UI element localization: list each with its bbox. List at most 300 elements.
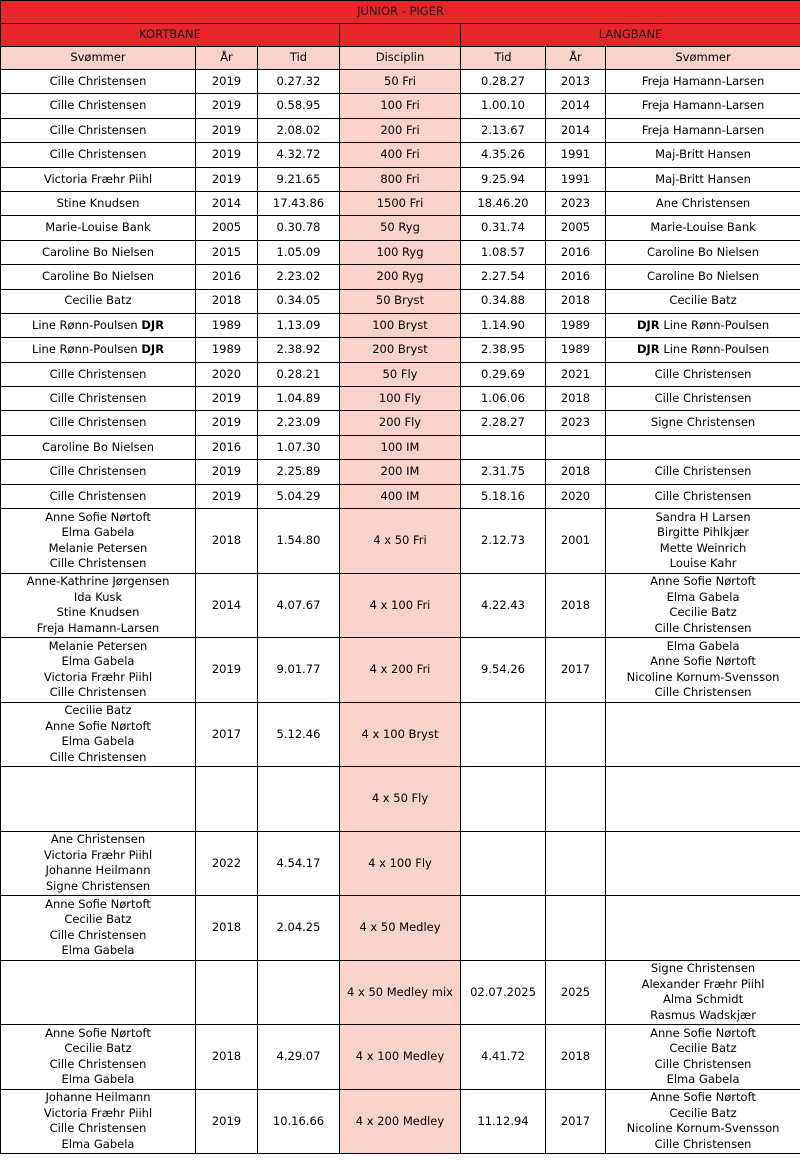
- left-swimmers: [1, 831, 196, 896]
- table-row: [1, 313, 800, 337]
- header-discipline: Disciplin: [340, 47, 461, 70]
- relay-swimmer: Cille Christensen: [49, 927, 147, 942]
- relay-swimmer: Anne-Kathrine Jørgensen: [26, 574, 170, 589]
- left-year: 2019: [196, 484, 258, 508]
- right-swimmers: [606, 960, 800, 1025]
- right-year: 1989: [546, 313, 606, 337]
- relay-row: [1, 831, 800, 896]
- right-time: 1.06.06: [461, 387, 546, 411]
- record-tag: DJR: [636, 317, 660, 332]
- right-year: [546, 702, 606, 767]
- right-year: 2020: [546, 484, 606, 508]
- right-year: 2023: [546, 411, 606, 435]
- left-swimmers: [1, 1025, 196, 1090]
- left-swimmers: [1, 1089, 196, 1154]
- left-swimmer: Stine Knudsen: [1, 191, 196, 215]
- relay-swimmer: Mette Weinrich: [659, 540, 747, 555]
- left-year: 2019: [196, 70, 258, 94]
- relay-swimmer: Elma Gabela: [61, 525, 135, 540]
- records-body: [1, 70, 800, 1154]
- right-year: 2017: [546, 638, 606, 703]
- relay-swimmer: Cille Christensen: [654, 1056, 752, 1071]
- discipline: 4 x 50 Fri: [340, 509, 461, 574]
- left-time: 0.28.21: [258, 362, 340, 386]
- left-year: 2014: [196, 191, 258, 215]
- relay-swimmer: Rasmus Wadskjær: [650, 1007, 756, 1022]
- left-year: 2019: [196, 411, 258, 435]
- left-time: 0.34.05: [258, 289, 340, 313]
- right-year: 2018: [546, 460, 606, 484]
- right-swimmer: Ane Christensen: [606, 191, 800, 215]
- right-year: 2014: [546, 94, 606, 118]
- relay-swimmer: Elma Gabela: [666, 1072, 740, 1087]
- relay-swimmer: Ida Kusk: [73, 589, 123, 604]
- left-year: 2017: [196, 702, 258, 767]
- left-time: 1.05.09: [258, 240, 340, 264]
- left-swimmer: Cille Christensen: [1, 70, 196, 94]
- table-row: [1, 460, 800, 484]
- relay-swimmer: Anne Sofie Nørtoft: [650, 654, 756, 669]
- relay-swimmer: Johanne Heilmann: [45, 1090, 151, 1105]
- discipline: 100 IM: [340, 435, 461, 459]
- table-row: [1, 191, 800, 215]
- right-time: 1.14.90: [461, 313, 546, 337]
- table-row: [1, 435, 800, 459]
- right-swimmer: [606, 338, 800, 362]
- left-time: 2.08.02: [258, 118, 340, 142]
- right-time: 9.25.94: [461, 167, 546, 191]
- left-swimmer: Caroline Bo Nielsen: [1, 240, 196, 264]
- right-time: 0.31.74: [461, 216, 546, 240]
- left-swimmer: Cille Christensen: [1, 387, 196, 411]
- right-swimmers: [606, 1089, 800, 1154]
- table-row: [1, 118, 800, 142]
- left-swimmer: Cecilie Batz: [1, 289, 196, 313]
- right-swimmers: [606, 638, 800, 703]
- relay-swimmer: Signe Christensen: [650, 961, 756, 976]
- relay-swimmer: Johanne Heilmann: [45, 863, 151, 878]
- left-swimmers: [1, 573, 196, 638]
- swimmer-name: Line Rønn-Poulsen: [663, 317, 770, 332]
- left-time: 2.23.02: [258, 265, 340, 289]
- right-year: 2001: [546, 509, 606, 574]
- discipline: 4 x 200 Fri: [340, 638, 461, 703]
- left-year: 2016: [196, 265, 258, 289]
- right-time: 02.07.2025: [461, 960, 546, 1025]
- right-year: 2021: [546, 362, 606, 386]
- right-swimmer: Marie-Louise Bank: [606, 216, 800, 240]
- right-year: [546, 435, 606, 459]
- left-swimmer: Cille Christensen: [1, 411, 196, 435]
- swimmer-name: Line Rønn-Poulsen: [31, 342, 138, 357]
- relay-swimmer: Elma Gabela: [61, 943, 135, 958]
- right-swimmer: Signe Christensen: [606, 411, 800, 435]
- relay-swimmer: Elma Gabela: [61, 654, 135, 669]
- right-time: 1.08.57: [461, 240, 546, 264]
- relay-swimmer: Anne Sofie Nørtoft: [45, 718, 151, 733]
- right-year: 2018: [546, 387, 606, 411]
- right-swimmers: [606, 702, 800, 767]
- right-year: 2018: [546, 289, 606, 313]
- left-time: 2.23.09: [258, 411, 340, 435]
- left-time: 2.04.25: [258, 896, 340, 961]
- discipline: 400 Fri: [340, 143, 461, 167]
- discipline: 4 x 50 Fly: [340, 767, 461, 832]
- right-swimmers: [606, 767, 800, 832]
- left-swimmer: Cille Christensen: [1, 143, 196, 167]
- left-year: 1989: [196, 313, 258, 337]
- left-time: 5.12.46: [258, 702, 340, 767]
- relay-swimmer: Cille Christensen: [49, 1056, 147, 1071]
- right-swimmer: Maj-Britt Hansen: [606, 143, 800, 167]
- right-time: 2.28.27: [461, 411, 546, 435]
- relay-swimmer: Nicoline Kornum-Svensson: [626, 1121, 780, 1136]
- left-time: 9.01.77: [258, 638, 340, 703]
- discipline: 200 Fly: [340, 411, 461, 435]
- left-year: [196, 767, 258, 832]
- right-swimmer: [606, 313, 800, 337]
- relay-swimmer: Cecilie Batz: [669, 1105, 737, 1120]
- relay-swimmer: Signe Christensen: [45, 878, 151, 893]
- right-swimmers: [606, 573, 800, 638]
- right-year: 2023: [546, 191, 606, 215]
- right-time: 4.35.26: [461, 143, 546, 167]
- right-time: 2.27.54: [461, 265, 546, 289]
- left-time: 1.04.89: [258, 387, 340, 411]
- left-time: 2.25.89: [258, 460, 340, 484]
- discipline: 100 Bryst: [340, 313, 461, 337]
- right-year: 2016: [546, 265, 606, 289]
- table-title: JUNIOR - PIGER: [1, 1, 800, 24]
- left-year: [196, 960, 258, 1025]
- right-year: 1991: [546, 167, 606, 191]
- right-swimmer: Cecilie Batz: [606, 289, 800, 313]
- right-year: 2013: [546, 70, 606, 94]
- relay-swimmer: Freja Hamann-Larsen: [36, 620, 160, 635]
- right-time: 4.22.43: [461, 573, 546, 638]
- discipline: 200 Bryst: [340, 338, 461, 362]
- left-year: 2019: [196, 387, 258, 411]
- relay-row: [1, 1089, 800, 1154]
- left-swimmer: Cille Christensen: [1, 362, 196, 386]
- relay-swimmer: Cille Christensen: [49, 749, 147, 764]
- record-tag: DJR: [141, 317, 165, 332]
- right-swimmer: Freja Hamann-Larsen: [606, 70, 800, 94]
- left-year: 2019: [196, 167, 258, 191]
- discipline: 4 x 50 Medley: [340, 896, 461, 961]
- right-year: 1991: [546, 143, 606, 167]
- right-swimmer: Cille Christensen: [606, 460, 800, 484]
- swimmer-name: Line Rønn-Poulsen: [663, 342, 770, 357]
- relay-swimmer: Victoria Fræhr Piihl: [43, 669, 153, 684]
- right-year: 2017: [546, 1089, 606, 1154]
- right-year: [546, 767, 606, 832]
- discipline: 50 Fri: [340, 70, 461, 94]
- header-left-swimmer: Svømmer: [1, 47, 196, 70]
- record-tag: DJR: [141, 342, 165, 357]
- table-row: [1, 265, 800, 289]
- left-time: 4.29.07: [258, 1025, 340, 1090]
- right-swimmer: Caroline Bo Nielsen: [606, 240, 800, 264]
- right-swimmers: [606, 896, 800, 961]
- left-year: 2019: [196, 143, 258, 167]
- table-row: [1, 94, 800, 118]
- right-swimmer: Freja Hamann-Larsen: [606, 118, 800, 142]
- right-time: 4.41.72: [461, 1025, 546, 1090]
- discipline: 4 x 50 Medley mix: [340, 960, 461, 1025]
- relay-swimmer: Louise Kahr: [669, 556, 737, 571]
- relay-swimmer: Alma Schmidt: [663, 992, 744, 1007]
- right-time: 11.12.94: [461, 1089, 546, 1154]
- left-time: 17.43.86: [258, 191, 340, 215]
- discipline: 50 Bryst: [340, 289, 461, 313]
- right-time: [461, 767, 546, 832]
- left-year: 2014: [196, 573, 258, 638]
- left-time: 1.13.09: [258, 313, 340, 337]
- left-time: 0.30.78: [258, 216, 340, 240]
- right-swimmer: Cille Christensen: [606, 362, 800, 386]
- header-right-year: År: [546, 47, 606, 70]
- right-year: 2016: [546, 240, 606, 264]
- left-time: 10.16.66: [258, 1089, 340, 1154]
- left-swimmer: Marie-Louise Bank: [1, 216, 196, 240]
- relay-row: [1, 896, 800, 961]
- right-year: 1989: [546, 338, 606, 362]
- swimmer-name: Line Rønn-Poulsen: [31, 317, 138, 332]
- right-time: 0.34.88: [461, 289, 546, 313]
- group-kortbane: KORTBANE: [1, 24, 340, 47]
- left-year: 2016: [196, 435, 258, 459]
- left-swimmer: [1, 338, 196, 362]
- left-year: 2018: [196, 289, 258, 313]
- right-time: [461, 896, 546, 961]
- right-time: 2.31.75: [461, 460, 546, 484]
- relay-row: [1, 960, 800, 1025]
- right-time: 0.28.27: [461, 70, 546, 94]
- relay-swimmer: Anne Sofie Nørtoft: [650, 574, 756, 589]
- left-year: 2018: [196, 509, 258, 574]
- right-time: 18.46.20: [461, 191, 546, 215]
- discipline: 4 x 100 Medley: [340, 1025, 461, 1090]
- table-row: [1, 362, 800, 386]
- discipline: 100 Fri: [340, 94, 461, 118]
- left-swimmer: Victoria Fræhr Piihl: [1, 167, 196, 191]
- right-swimmer: [606, 435, 800, 459]
- header-right-swimmer: Svømmer: [606, 47, 800, 70]
- left-year: 2015: [196, 240, 258, 264]
- discipline: 800 Fri: [340, 167, 461, 191]
- right-year: [546, 831, 606, 896]
- relay-row: [1, 767, 800, 832]
- discipline: 200 IM: [340, 460, 461, 484]
- right-time: 5.18.16: [461, 484, 546, 508]
- relay-swimmer: Anne Sofie Nørtoft: [45, 896, 151, 911]
- left-year: 2019: [196, 1089, 258, 1154]
- discipline: 100 Fly: [340, 387, 461, 411]
- table-row: [1, 143, 800, 167]
- left-time: 5.04.29: [258, 484, 340, 508]
- right-swimmers: [606, 1025, 800, 1090]
- discipline: 4 x 100 Fly: [340, 831, 461, 896]
- right-year: 2014: [546, 118, 606, 142]
- table-row: [1, 387, 800, 411]
- table-row: [1, 216, 800, 240]
- table-row: [1, 338, 800, 362]
- header-right-time: Tid: [461, 47, 546, 70]
- right-swimmer: Freja Hamann-Larsen: [606, 94, 800, 118]
- header-left-year: År: [196, 47, 258, 70]
- relay-row: [1, 573, 800, 638]
- right-swimmer: Maj-Britt Hansen: [606, 167, 800, 191]
- relay-swimmer: Cille Christensen: [654, 685, 752, 700]
- right-swimmer: Cille Christensen: [606, 484, 800, 508]
- relay-swimmer: Ane Christensen: [50, 832, 146, 847]
- relay-swimmer: Cille Christensen: [49, 556, 147, 571]
- record-tag: DJR: [636, 342, 660, 357]
- left-swimmers: [1, 509, 196, 574]
- relay-swimmer: Birgitte Pihlkjær: [657, 525, 750, 540]
- left-swimmers: [1, 896, 196, 961]
- discipline: 1500 Fri: [340, 191, 461, 215]
- left-year: 2019: [196, 638, 258, 703]
- relay-swimmer: Elma Gabela: [61, 734, 135, 749]
- right-time: 2.13.67: [461, 118, 546, 142]
- relay-swimmer: Anne Sofie Nørtoft: [45, 509, 151, 524]
- table-row: [1, 240, 800, 264]
- right-time: [461, 435, 546, 459]
- left-year: 1989: [196, 338, 258, 362]
- discipline: 100 Ryg: [340, 240, 461, 264]
- relay-swimmer: Elma Gabela: [666, 589, 740, 604]
- left-time: 9.21.65: [258, 167, 340, 191]
- left-swimmer: Cille Christensen: [1, 460, 196, 484]
- relay-row: [1, 702, 800, 767]
- discipline: 400 IM: [340, 484, 461, 508]
- relay-swimmer: Cecilie Batz: [669, 605, 737, 620]
- right-time: 0.29.69: [461, 362, 546, 386]
- discipline: 50 Fly: [340, 362, 461, 386]
- discipline: 50 Ryg: [340, 216, 461, 240]
- left-time: 2.38.92: [258, 338, 340, 362]
- table-row: [1, 289, 800, 313]
- left-year: 2020: [196, 362, 258, 386]
- relay-swimmer: Victoria Fræhr Piihl: [43, 1105, 153, 1120]
- relay-swimmer: Nicoline Kornum-Svensson: [626, 669, 780, 684]
- right-time: 2.12.73: [461, 509, 546, 574]
- right-time: 9.54.26: [461, 638, 546, 703]
- relay-swimmer: Anne Sofie Nørtoft: [650, 1025, 756, 1040]
- left-year: 2018: [196, 896, 258, 961]
- right-swimmer: Cille Christensen: [606, 387, 800, 411]
- left-swimmers: [1, 702, 196, 767]
- left-year: 2022: [196, 831, 258, 896]
- relay-swimmer: Cecilie Batz: [64, 703, 132, 718]
- relay-swimmer: Melanie Petersen: [48, 638, 148, 653]
- left-time: [258, 960, 340, 1025]
- left-swimmer: Caroline Bo Nielsen: [1, 435, 196, 459]
- discipline: 4 x 100 Bryst: [340, 702, 461, 767]
- relay-swimmer: Sandra H Larsen: [655, 509, 751, 524]
- table-row: [1, 484, 800, 508]
- left-swimmer: Cille Christensen: [1, 94, 196, 118]
- relay-row: [1, 509, 800, 574]
- right-year: 2025: [546, 960, 606, 1025]
- left-swimmers: [1, 767, 196, 832]
- discipline: 200 Fri: [340, 118, 461, 142]
- right-time: [461, 702, 546, 767]
- left-swimmer: Cille Christensen: [1, 118, 196, 142]
- left-swimmer: Caroline Bo Nielsen: [1, 265, 196, 289]
- table-row: [1, 167, 800, 191]
- right-time: 1.00.10: [461, 94, 546, 118]
- left-year: 2019: [196, 460, 258, 484]
- table-row: [1, 70, 800, 94]
- left-swimmer: [1, 313, 196, 337]
- relay-swimmer: Elma Gabela: [61, 1136, 135, 1151]
- left-year: 2018: [196, 1025, 258, 1090]
- right-swimmers: [606, 831, 800, 896]
- right-time: 2.38.95: [461, 338, 546, 362]
- right-time: [461, 831, 546, 896]
- relay-swimmer: Melanie Petersen: [48, 540, 148, 555]
- left-time: [258, 767, 340, 832]
- left-time: 1.54.80: [258, 509, 340, 574]
- relay-swimmer: Cille Christensen: [654, 620, 752, 635]
- left-time: 4.54.17: [258, 831, 340, 896]
- left-year: 2019: [196, 94, 258, 118]
- relay-row: [1, 1025, 800, 1090]
- left-time: 4.07.67: [258, 573, 340, 638]
- group-spacer: [340, 24, 461, 47]
- left-year: 2005: [196, 216, 258, 240]
- left-time: 0.58.95: [258, 94, 340, 118]
- header-left-time: Tid: [258, 47, 340, 70]
- discipline: 4 x 100 Fri: [340, 573, 461, 638]
- discipline: 4 x 200 Medley: [340, 1089, 461, 1154]
- group-langbane: LANGBANE: [461, 24, 800, 47]
- relay-swimmer: Cecilie Batz: [64, 912, 132, 927]
- table-row: [1, 411, 800, 435]
- relay-row: [1, 638, 800, 703]
- relay-swimmer: Alexander Fræhr Piihl: [641, 976, 765, 991]
- left-swimmer: Cille Christensen: [1, 484, 196, 508]
- right-year: 2005: [546, 216, 606, 240]
- left-swimmers: [1, 638, 196, 703]
- relay-swimmer: Cille Christensen: [654, 1136, 752, 1151]
- right-swimmer: Caroline Bo Nielsen: [606, 265, 800, 289]
- left-time: 0.27.32: [258, 70, 340, 94]
- right-year: 2018: [546, 1025, 606, 1090]
- relay-swimmer: Anne Sofie Nørtoft: [45, 1025, 151, 1040]
- relay-swimmer: Victoria Fræhr Piihl: [43, 847, 153, 862]
- relay-swimmer: Elma Gabela: [61, 1072, 135, 1087]
- left-swimmers: [1, 960, 196, 1025]
- relay-swimmer: Cecilie Batz: [64, 1041, 132, 1056]
- relay-swimmer: Stine Knudsen: [56, 605, 140, 620]
- relay-swimmer: Cille Christensen: [49, 685, 147, 700]
- relay-swimmer: Anne Sofie Nørtoft: [650, 1090, 756, 1105]
- relay-swimmer: Elma Gabela: [666, 638, 740, 653]
- relay-swimmer: Cille Christensen: [49, 1121, 147, 1136]
- right-year: [546, 896, 606, 961]
- right-year: 2018: [546, 573, 606, 638]
- left-year: 2019: [196, 118, 258, 142]
- left-time: 1.07.30: [258, 435, 340, 459]
- right-swimmers: [606, 509, 800, 574]
- discipline: 200 Ryg: [340, 265, 461, 289]
- left-time: 4.32.72: [258, 143, 340, 167]
- relay-swimmer: Cecilie Batz: [669, 1041, 737, 1056]
